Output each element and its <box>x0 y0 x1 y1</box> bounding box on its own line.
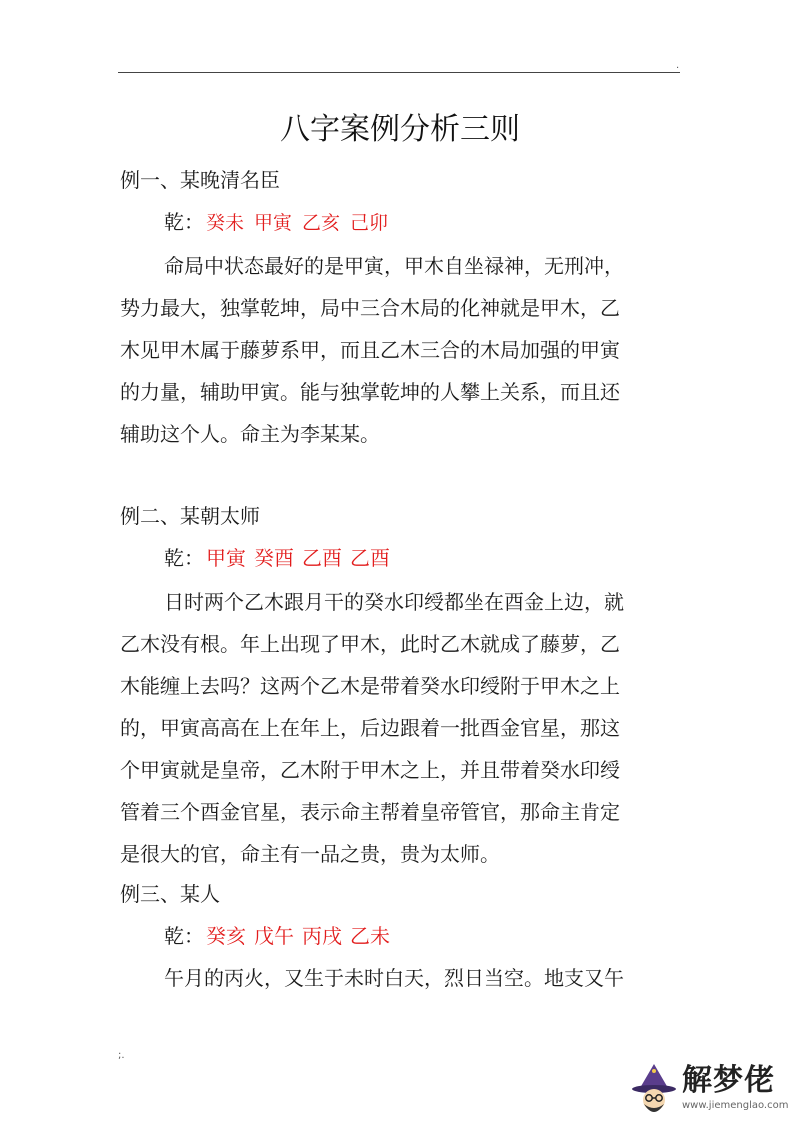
paragraph-line: 的，甲寅高高在上在年上，后边跟着一批酉金官星，那这 <box>120 716 620 740</box>
watermark-url: www.jiemenglao.com <box>682 1100 789 1111</box>
site-watermark <box>630 1058 790 1122</box>
pillar-hour: 己卯 <box>350 212 389 234</box>
paragraph-line: 的力量，辅助甲寅。能与独掌乾坤的人攀上关系，而且还 <box>120 380 620 404</box>
paragraph-line: 是很大的官，命主有一品之贵，贵为太师。 <box>120 842 500 866</box>
paragraph-line: 势力最大，独掌乾坤，局中三合木局的化神就是甲木，乙 <box>120 296 620 320</box>
paragraph-line: 辅助这个人。命主为李某某。 <box>120 422 380 446</box>
pillar-hour: 乙酉 <box>350 546 390 570</box>
pillar-day: 乙酉 <box>302 546 342 570</box>
pillar-year: 甲寅 <box>206 546 246 570</box>
example3-heading: 例三、某人 <box>120 882 220 906</box>
paragraph-line: 命局中状态最好的是甲寅，甲木自坐禄神，无刑冲， <box>164 254 624 278</box>
example1-chart <box>164 208 684 237</box>
pillar-month: 戊午 <box>254 924 294 948</box>
example2-heading: 例二、某朝太师 <box>120 504 260 528</box>
example1-heading: 例一、某晚清名臣 <box>120 168 280 192</box>
pillar-year: 癸亥 <box>206 924 246 948</box>
paragraph-line: 木见甲木属于藤萝系甲，而且乙木三合的木局加强的甲寅 <box>120 338 620 362</box>
page-title: 八字案例分析三则 <box>280 112 520 147</box>
top-rule <box>118 72 680 73</box>
paragraph-line: 日时两个乙木跟月干的癸水印绶都坐在酉金上边，就 <box>164 590 624 614</box>
pillar-day: 乙亥 <box>302 212 341 234</box>
pillar-hour: 乙未 <box>350 924 390 948</box>
chart-label: 乾： <box>164 546 204 570</box>
pillar-year: 癸未 <box>206 212 245 234</box>
pillar-month: 癸酉 <box>254 546 294 570</box>
example3-chart <box>164 922 684 950</box>
paragraph-line: 个甲寅就是皇帝，乙木附于甲木之上，并且带着癸水印绶 <box>120 758 620 782</box>
paragraph-line: 木能缠上去吗？这两个乙木是带着癸水印绶附于甲木之上 <box>120 674 620 698</box>
example2-chart <box>164 544 684 572</box>
paragraph-line: 乙木没有根。年上出现了甲木，此时乙木就成了藤萝，乙 <box>120 632 620 656</box>
paragraph-line: 午月的丙火，又生于未时白天，烈日当空。地支又午 <box>164 966 624 990</box>
chart-label: 乾： <box>164 210 204 234</box>
wizard-logo-icon <box>630 1062 678 1118</box>
footer-mark: ;. <box>118 1050 125 1061</box>
header-mark: . <box>676 60 680 71</box>
chart-label: 乾： <box>164 924 204 948</box>
pillar-day: 丙戌 <box>302 924 342 948</box>
watermark-title: 解梦佬 <box>682 1063 775 1098</box>
paragraph-line: 管着三个酉金官星，表示命主帮着皇帝管官，那命主肯定 <box>120 800 620 824</box>
pillar-month: 甲寅 <box>254 212 293 234</box>
